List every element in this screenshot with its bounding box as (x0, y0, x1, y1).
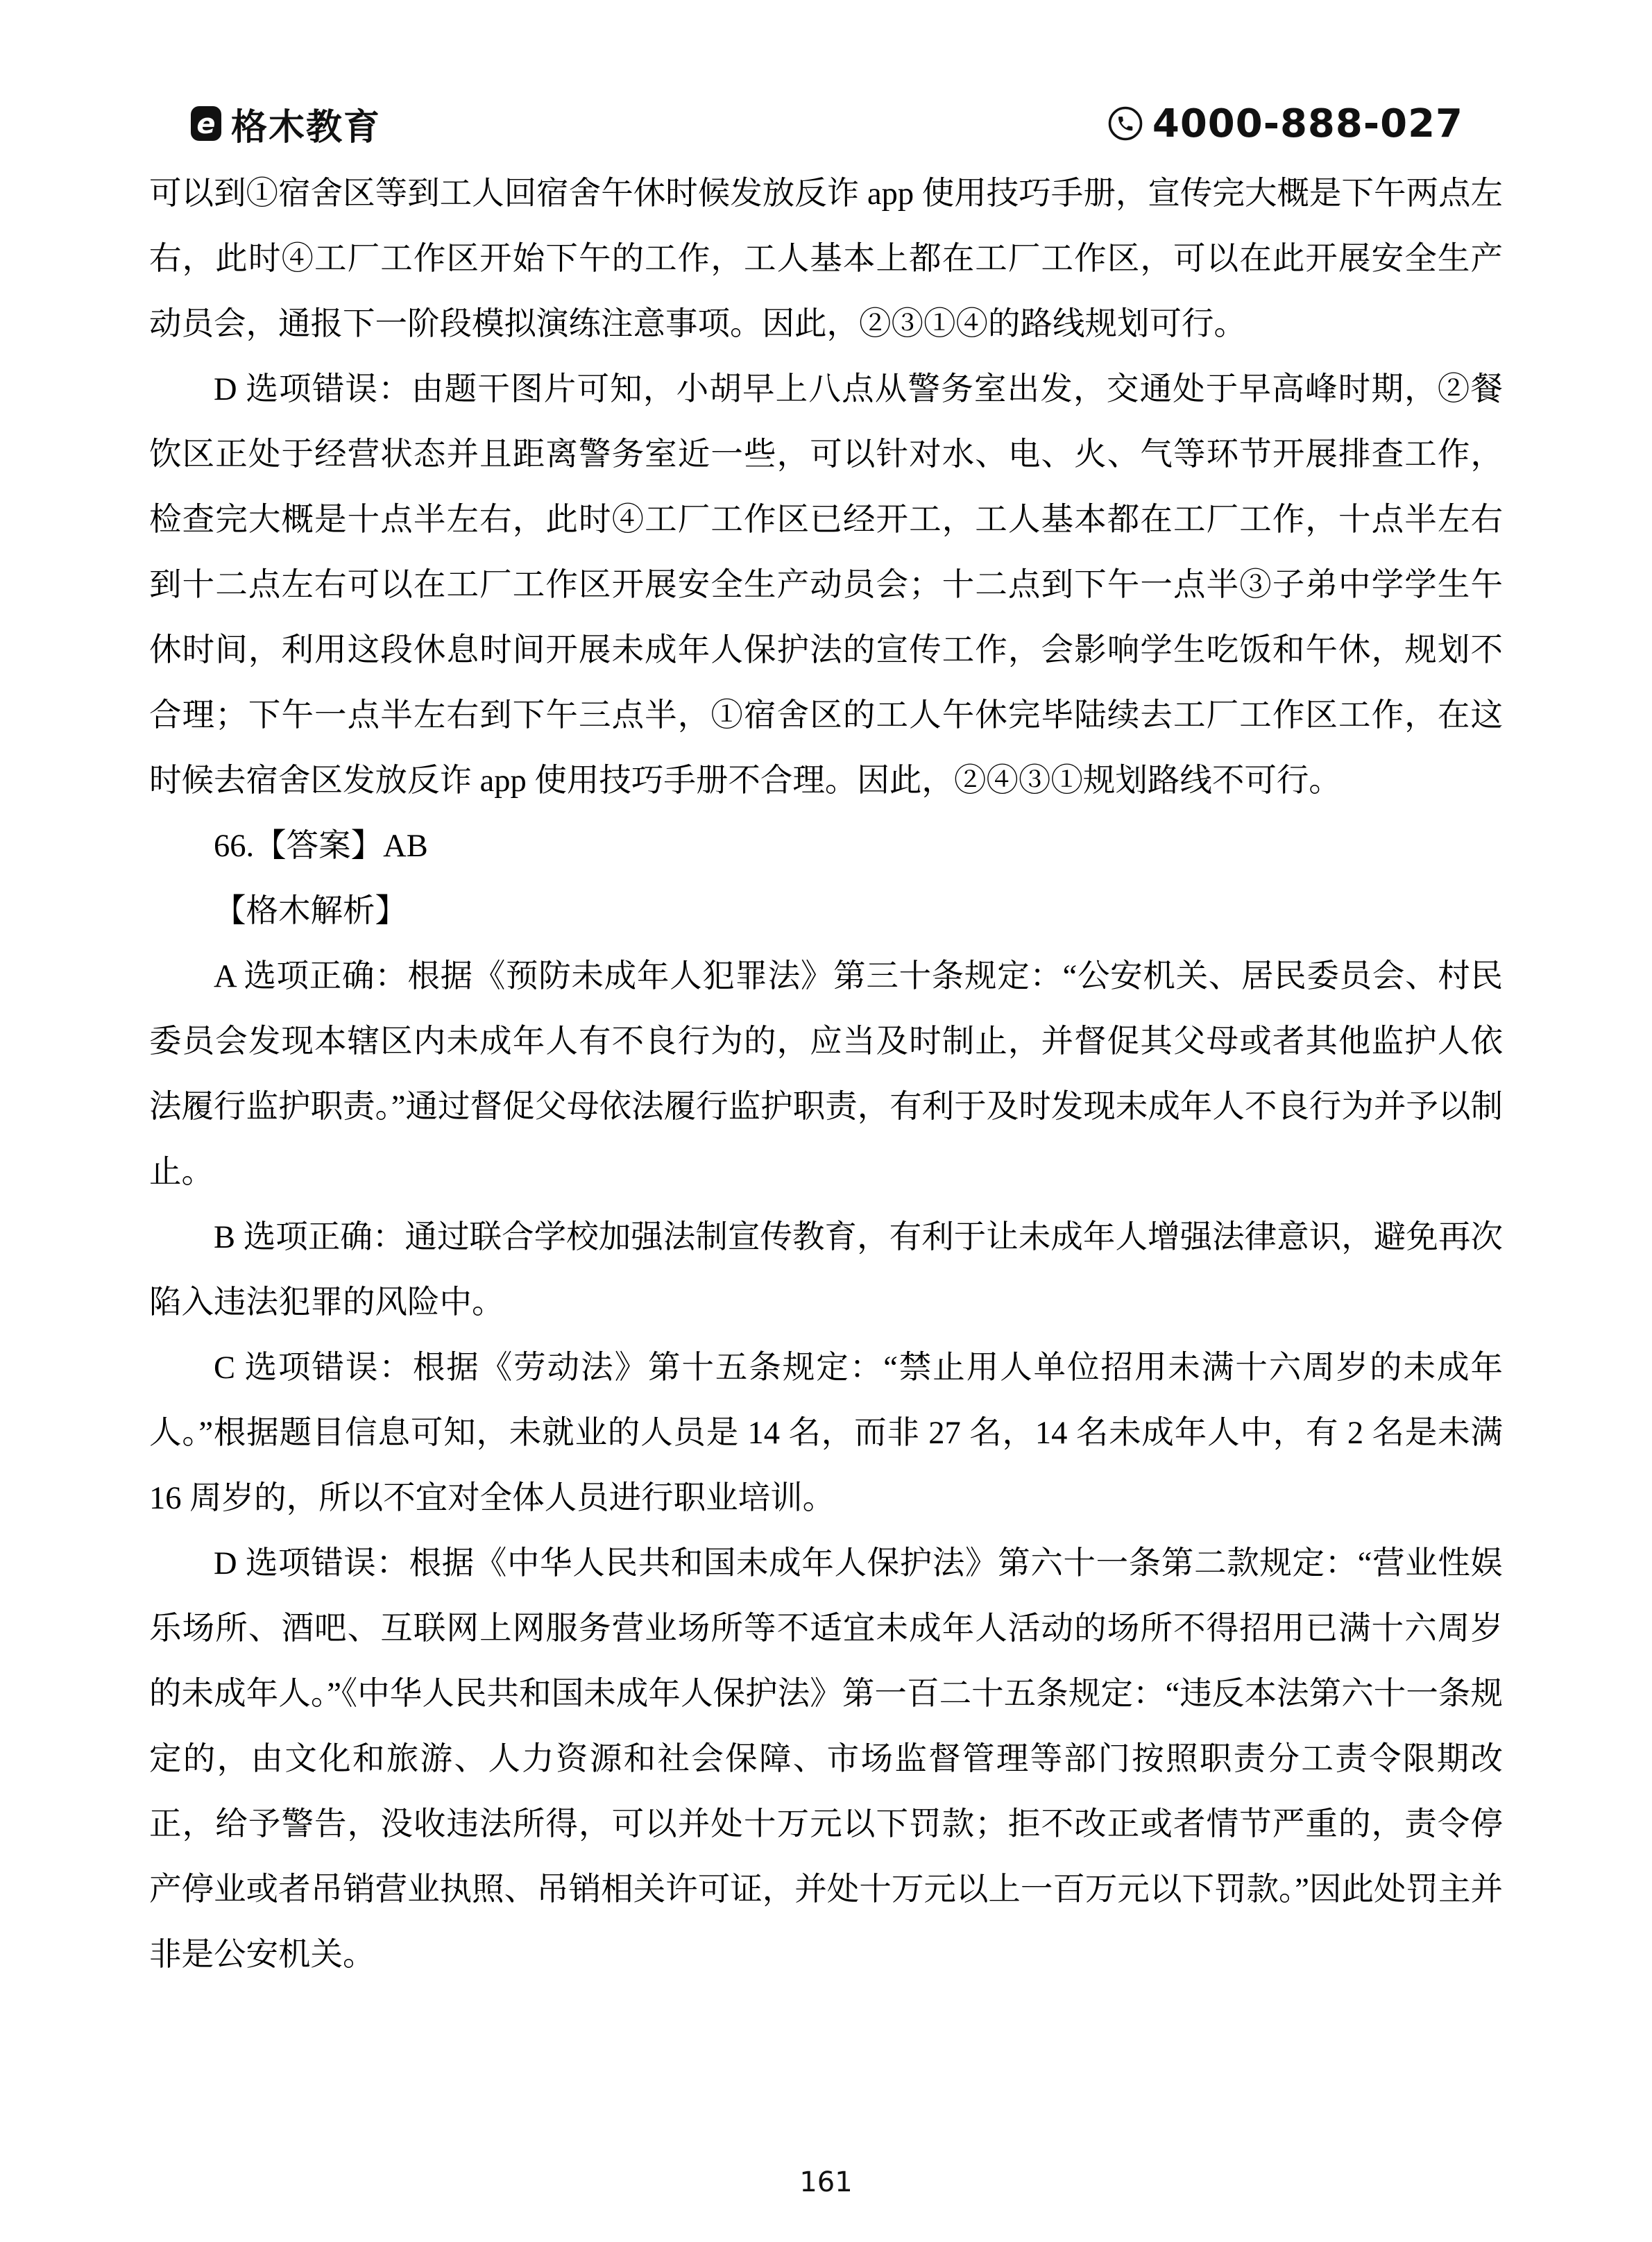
brand (191, 98, 381, 150)
page-header (191, 94, 1463, 153)
page-number: 161 (799, 2166, 853, 2198)
paragraph: C 选项错误：根据《劳动法》第十五条规定：“禁止用人单位招用未满十六周岁的未成年人。”根据题目信息可知，未就业的人员是 14 名，而非 27 名，14 名未成年人中，有 2 名是未满 16 周岁的，所以不宜对全体人员进行职业培训。 (149, 1350, 1503, 1516)
paragraph: D 选项错误：根据《中华人民共和国未成年人保护法》第六十一条第二款规定：“营业性娱乐场所、酒吧、互联网上网服务营业场所等不适宜未成年人活动的场所不得招用已满十六周岁的未成年人。”《中华人民共和国未成年人保护法》第一百二十五条规定：“违反本法第六十一条规定的，由文化和旅游、人力资源和社会保障、市场监督管理等部门按照职责分工责令限期改正，给予警告，没收违法所得，可以并处十万元以下罚款；拒不改正或者情节严重的，责令停产停业或者吊销营业执照、吊销相关许可证，并处十万元以上一百万元以下罚款。”因此处罚主并非是公安机关。 (149, 1546, 1503, 1973)
paragraph: A 选项正确：根据《预防未成年人犯罪法》第三十条规定：“公安机关、居民委员会、村民委员会发现本辖区内未成年人有不良行为的，应当及时制止，并督促其父母或者其他监护人依法履行监护职责。”通过督促父母依法履行监护职责，有利于及时发现未成年人不良行为并予以制止。 (149, 959, 1503, 1190)
gemu-logo-icon (191, 106, 221, 141)
page-footer (0, 2166, 1652, 2198)
phone-number: 4000-888-027 (1152, 101, 1463, 146)
paragraph: 【格木解析】 (214, 894, 407, 929)
brand-name: 格木教育 (231, 106, 382, 148)
phone-icon (1108, 106, 1143, 141)
paragraph: B 选项正确：通过联合学校加强法制宣传教育，有利于让未成年人增强法律意识，避免再次陷入违法犯罪的风险中。 (149, 1220, 1503, 1320)
document-body (149, 162, 1503, 1988)
paragraph: D 选项错误：由题干图片可知，小胡早上八点从警务室出发，交通处于早高峰时期，②餐饮区正处于经营状态并且距离警务室近一些，可以针对水、电、火、气等环节开展排查工作，检查完大概是十点半左右，此时④工厂工作区已经开工，工人基本都在工厂工作，十点半左右到十二点左右可以在工厂工作区开展安全生产动员会；十二点到下午一点半③子弟中学学生午休时间，利用这段休息时间开展未成年人保护法的宣传工作，会影响学生吃饭和午休，规划不合理；下午一点半左右到下午三点半，①宿舍区的工人午休完毕陆续去工厂工作区工作，在这时候去宿舍区发放反诈 app 使用技巧手册不合理。因此，②④③①规划路线不可行。 (149, 372, 1503, 799)
contact-phone (1108, 101, 1463, 146)
svg-text:e: e (196, 108, 216, 140)
paragraph: 可以到①宿舍区等到工人回宿舍午休时候发放反诈 app 使用技巧手册，宣传完大概是下午两点左右，此时④工厂工作区开始下午的工作，工人基本上都在工厂工作区，可以在此开展安全生产动员会，通报下一阶段模拟演练注意事项。因此，②③①④的路线规划可行。 (149, 176, 1503, 342)
paragraph: 66.【答案】AB (214, 829, 428, 864)
